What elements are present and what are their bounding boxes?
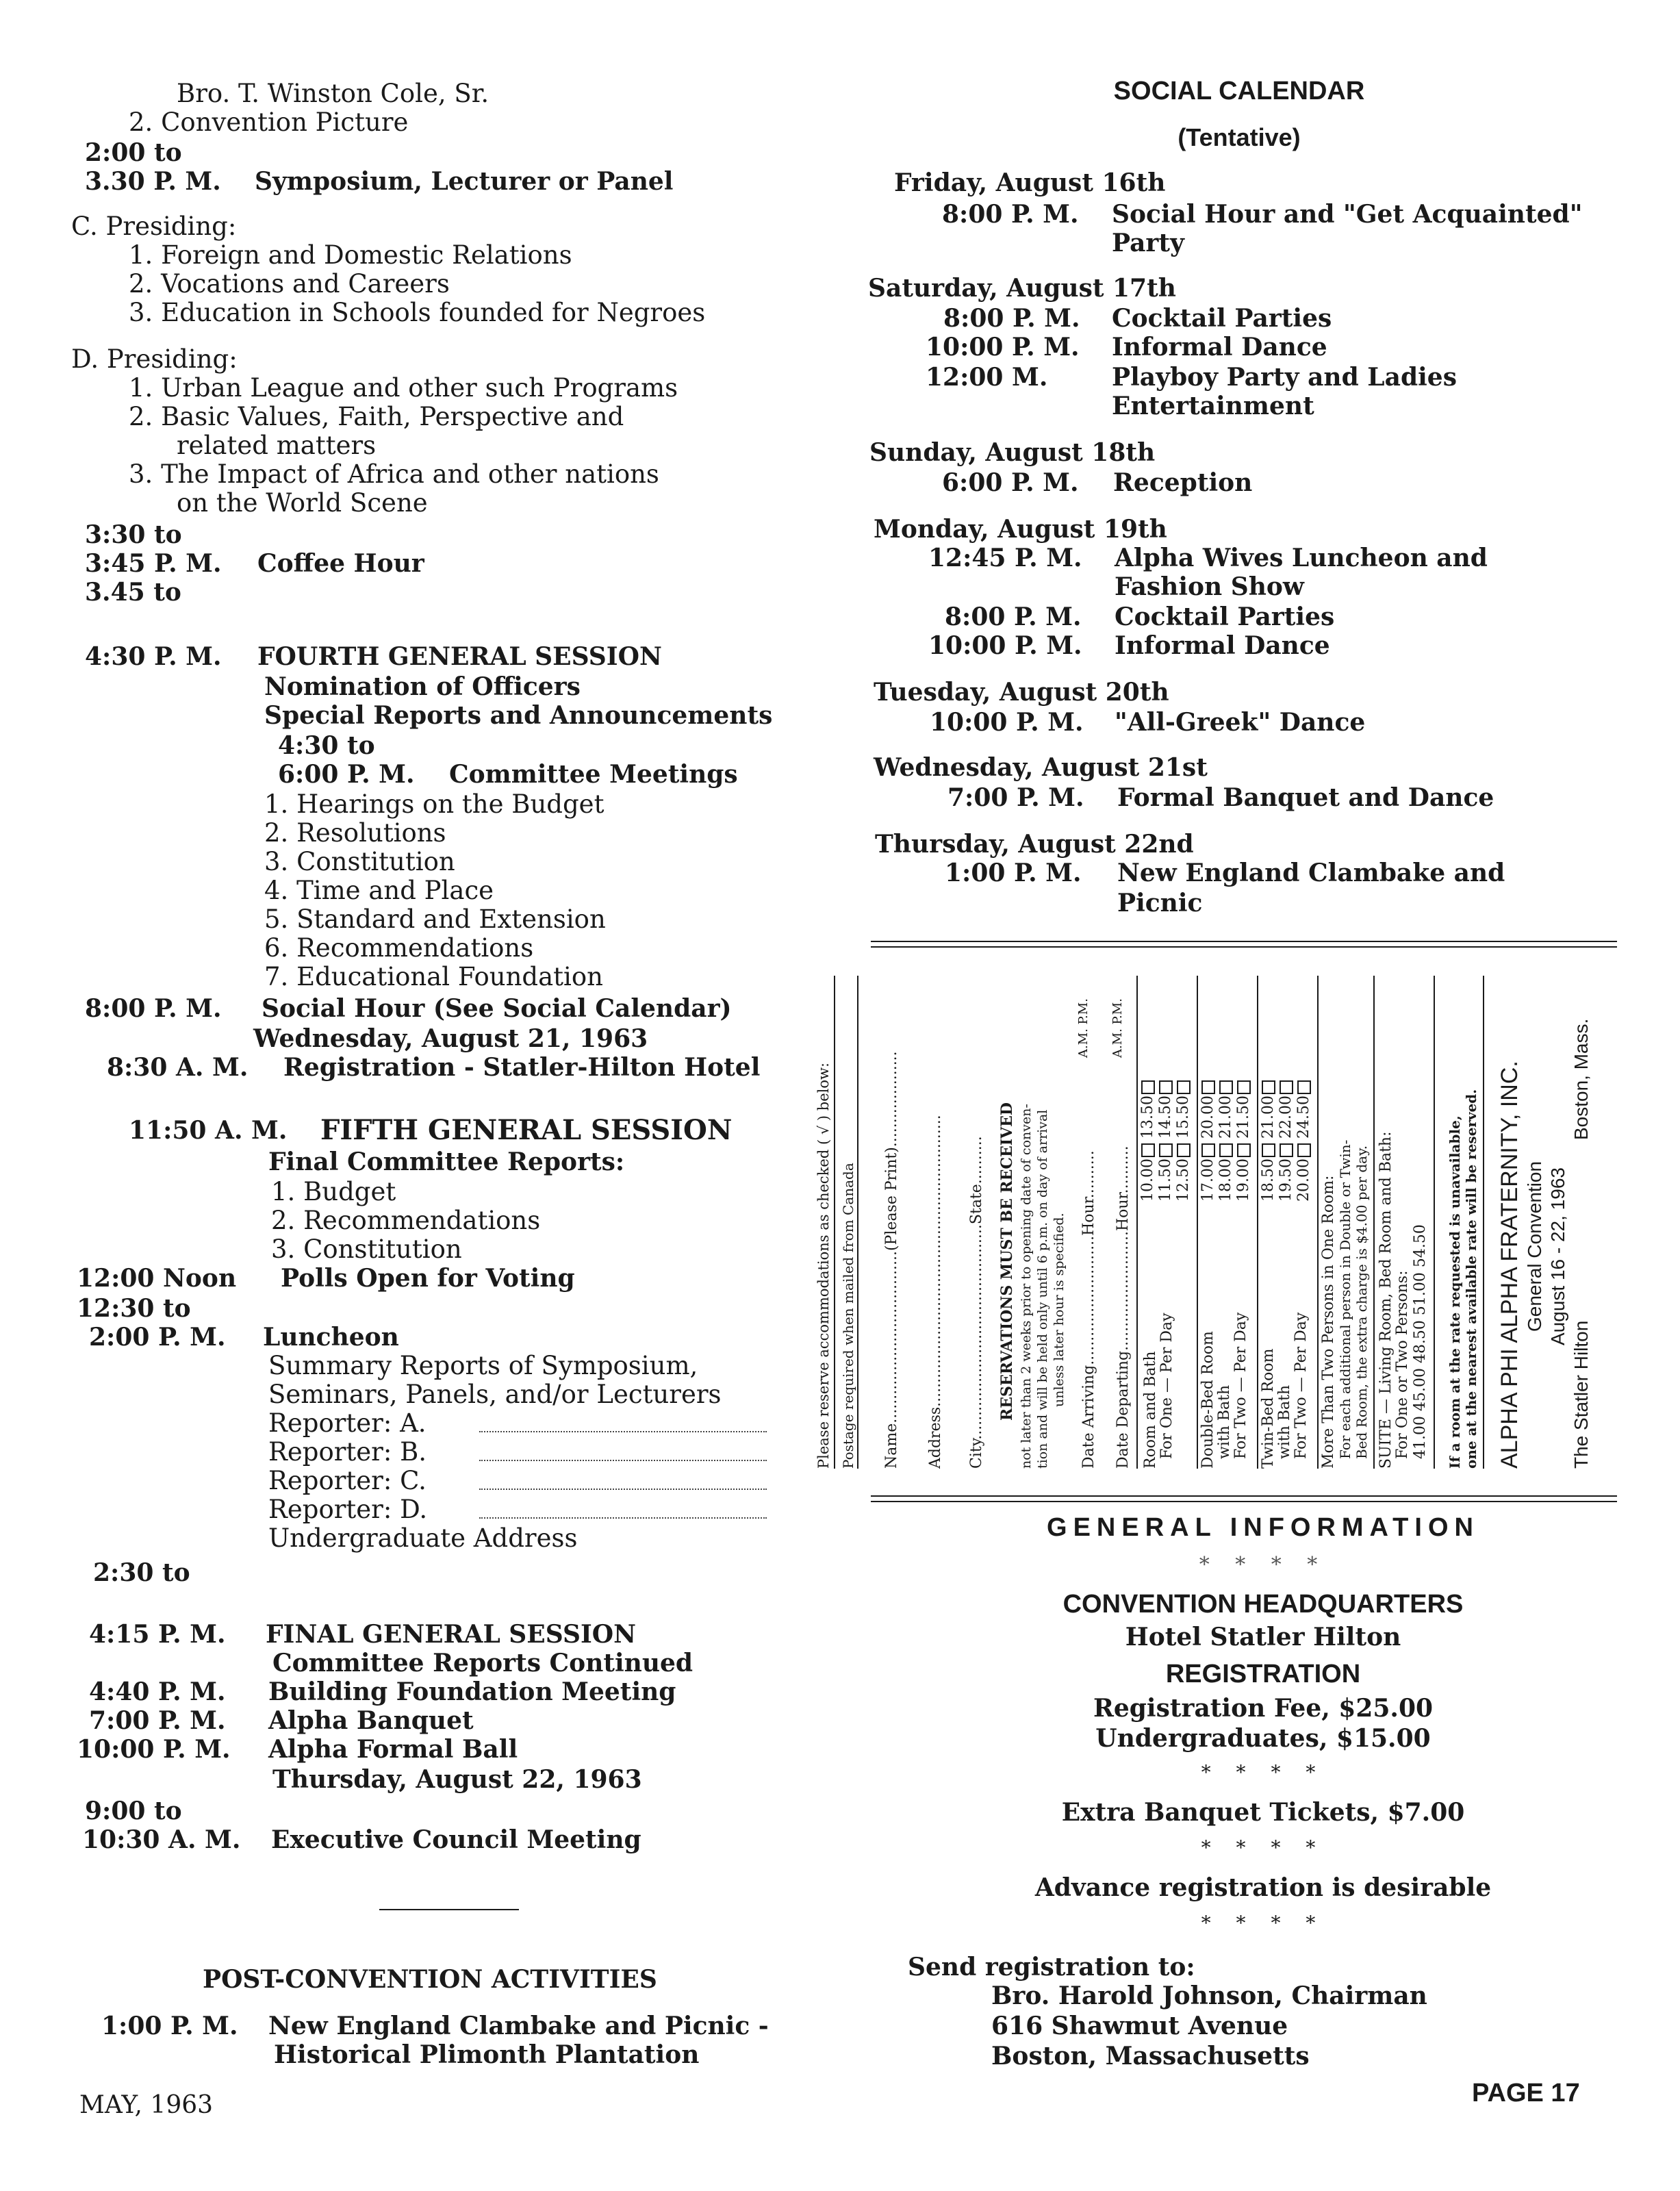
agenda-item: 1. Foreign and Domestic Relations: [129, 240, 572, 270]
reporter-blank: [479, 1489, 767, 1490]
agenda-event: New England Clambake and Picnic -: [268, 2012, 769, 2040]
divider: [871, 941, 1617, 942]
event-text: New England Clambake and: [1117, 859, 1505, 887]
form-note: Bed Room, the extra charge is $4.00 per day.: [1353, 1145, 1370, 1459]
time-label: 2:30 to: [93, 1558, 190, 1587]
registration-title: REGISTRATION: [1165, 1660, 1361, 1688]
form-rule: [1136, 976, 1138, 1469]
agenda-event: Luncheon: [263, 1323, 399, 1352]
form-note: More Than Two Persons in One Room:: [1320, 1175, 1337, 1469]
stars-divider: * * * *: [1199, 1553, 1327, 1577]
room-type: with Bath: [1216, 1384, 1233, 1459]
form-notice: unless later hour is specified.: [1052, 1213, 1067, 1407]
committee-item: 7. Educational Foundation: [264, 962, 603, 991]
event-text: Reception: [1113, 468, 1253, 497]
form-note: one at the nearest available rate will be reserved.: [1463, 1089, 1479, 1469]
convention-label: General Convention: [1524, 1161, 1545, 1332]
agenda-event: Historical Plimonth Plantation: [274, 2040, 700, 2069]
page-footer-date: MAY, 1963: [79, 2091, 214, 2119]
room-type: with Bath: [1276, 1384, 1293, 1459]
section-heading: C. Presiding:: [71, 212, 237, 241]
agenda-item: 3. The Impact of Africa and other nations: [129, 459, 659, 489]
agenda-item: 2. Convention Picture: [129, 107, 409, 137]
time-label: 3:45 P. M.: [85, 549, 222, 578]
agenda-event: Nomination of Officers: [264, 672, 581, 701]
event-time: 1:00 P. M.: [945, 859, 1082, 887]
agenda-event: Coffee Hour: [257, 549, 424, 578]
event-text: Entertainment: [1112, 392, 1314, 420]
reporter-blank: [479, 1517, 767, 1519]
reporter-blank: [479, 1431, 767, 1432]
room-rate-label: For Two — Per Day: [1232, 1312, 1249, 1459]
event-text: Informal Dance: [1115, 631, 1330, 660]
agenda-event: Polls Open for Voting: [281, 1264, 575, 1293]
agenda-item: 2. Recommendations: [271, 1206, 541, 1235]
fraternity-name: ALPHA PHI ALPHA FRATERNITY, INC.: [1497, 1061, 1523, 1469]
form-notice-title: RESERVATIONS MUST BE RECEIVED: [998, 1102, 1016, 1421]
time-label: 2:00 to: [85, 138, 182, 167]
advance-note: Advance registration is desirable: [1034, 1873, 1492, 1902]
undergrad-fee: Undergraduates, $15.00: [1095, 1724, 1431, 1753]
time-label: 3.30 P. M.: [85, 167, 221, 196]
reporter-label: Reporter: D.: [268, 1495, 428, 1524]
divider: [871, 946, 1617, 948]
form-arriving-field[interactable]: Date Arriving...........................Hour..........: [1080, 1150, 1097, 1469]
form-rule: [1257, 976, 1258, 1469]
agenda-event: Registration - Statler-Hilton Hotel: [283, 1053, 761, 1082]
address-line: 616 Shawmut Avenue: [991, 2012, 1288, 2040]
reporter-blank: [479, 1460, 767, 1461]
agenda-item: related matters: [177, 431, 377, 460]
registration-fee: Registration Fee, $25.00: [1093, 1694, 1434, 1723]
agenda-event: Social Hour (See Social Calendar): [262, 994, 732, 1023]
event-time: 10:00 P. M.: [930, 708, 1084, 737]
agenda-item: Undergraduate Address: [268, 1523, 578, 1553]
time-label: 7:00 P. M.: [89, 1706, 226, 1735]
agenda-item: 2. Vocations and Careers: [129, 269, 450, 299]
time-label: 10:30 A. M.: [82, 1825, 241, 1854]
room-type: Double-Bed Room: [1199, 1331, 1217, 1469]
room-price-row[interactable]: 17.00 20.00: [1199, 1080, 1217, 1202]
room-price-row[interactable]: 18.50 21.00: [1260, 1080, 1277, 1202]
form-rule: [1373, 976, 1375, 1469]
calendar-day: Tuesday, August 20th: [874, 678, 1169, 707]
headquarters-hotel: Hotel Statler Hilton: [1125, 1623, 1401, 1651]
form-ampm: A.M. P.M.: [1076, 998, 1091, 1058]
form-rule: [1197, 976, 1198, 1469]
event-time: 8:00 P. M.: [945, 603, 1082, 631]
info-title: GENERAL INFORMATION: [1047, 1513, 1479, 1542]
event-text: Playboy Party and Ladies: [1112, 363, 1457, 392]
event-text: Informal Dance: [1112, 333, 1327, 362]
time-label: 3.45 to: [85, 578, 181, 607]
time-label: 4:30 to: [278, 731, 375, 760]
section-title: POST-CONVENTION ACTIVITIES: [203, 1965, 657, 1994]
form-ampm: A.M. P.M.: [1110, 998, 1125, 1058]
committee-item: 4. Time and Place: [264, 876, 494, 905]
send-to-label: Send registration to:: [908, 1953, 1195, 1981]
form-instruction: Please reserve accommodations as checked ( √ ) below:: [815, 1062, 832, 1469]
room-rate-label: For One — Per Day: [1158, 1313, 1175, 1459]
agenda-event: Committee Reports Continued: [272, 1649, 693, 1677]
room-price-row[interactable]: 11.50 14.50: [1157, 1080, 1175, 1202]
speaker-line: Bro. T. Winston Cole, Sr.: [177, 79, 489, 108]
divider: [871, 1495, 1617, 1497]
reporter-label: Reporter: C.: [268, 1466, 427, 1495]
agenda-event: Alpha Formal Ball: [268, 1735, 518, 1764]
room-type: Room and Bath: [1142, 1351, 1159, 1469]
banquet-tickets: Extra Banquet Tickets, $7.00: [1061, 1798, 1465, 1827]
room-price-row[interactable]: 19.00 21.50: [1235, 1080, 1253, 1202]
reservation-form: [815, 976, 1622, 1469]
session-title: FOURTH GENERAL SESSION: [257, 642, 662, 671]
form-address-field[interactable]: Address.............................................................: [927, 1115, 944, 1469]
form-notice: not later than 2 weeks prior to opening date of conven-: [1019, 1104, 1034, 1469]
calendar-day: Wednesday, August 21st: [874, 753, 1208, 782]
calendar-day: Friday, August 16th: [894, 168, 1166, 197]
time-label: 4:40 P. M.: [89, 1677, 226, 1706]
calendar-day: Thursday, August 22nd: [875, 830, 1194, 859]
headquarters-title: CONVENTION HEADQUARTERS: [1062, 1590, 1464, 1619]
agenda-event: Executive Council Meeting: [271, 1825, 641, 1854]
form-city-field[interactable]: City.............................................State..........: [968, 1136, 985, 1469]
form-rule: [857, 976, 858, 1469]
address-line: Boston, Massachusetts: [991, 2042, 1310, 2070]
event-text: Cocktail Parties: [1112, 304, 1332, 333]
session-title: FINAL GENERAL SESSION: [266, 1620, 637, 1649]
time-label: 2:00 P. M.: [89, 1323, 226, 1352]
room-price-row[interactable]: 20.00 24.50: [1295, 1080, 1313, 1202]
calendar-title: SOCIAL CALENDAR: [1113, 77, 1365, 105]
date-heading: Thursday, August 22, 1963: [272, 1765, 642, 1794]
agenda-item: on the World Scene: [177, 488, 428, 518]
time-label: 9:00 to: [85, 1797, 182, 1825]
event-text: Party: [1112, 229, 1184, 257]
stars-divider: * * * *: [1201, 1912, 1325, 1934]
agenda-event: Final Committee Reports:: [268, 1148, 625, 1176]
page-number: PAGE 17: [1472, 2079, 1580, 2107]
agenda-event: Special Reports and Announcements: [264, 701, 773, 730]
agenda-item: 1. Budget: [271, 1177, 396, 1206]
agenda-item: 3. Constitution: [271, 1234, 462, 1264]
session-title: FIFTH GENERAL SESSION: [320, 1114, 733, 1146]
reporter-label: Reporter: A.: [268, 1408, 427, 1438]
divider: [871, 1501, 1617, 1502]
calendar-subtitle: (Tentative): [1178, 123, 1301, 151]
time-label: 3:30 to: [85, 520, 182, 549]
form-departing-field[interactable]: Date Departing.........................Hour..........: [1115, 1145, 1132, 1469]
room-price-row[interactable]: 12.50 15.50: [1175, 1080, 1193, 1202]
time-label: 12:30 to: [77, 1294, 191, 1323]
convention-dates: August 16 - 22, 1963: [1547, 1167, 1568, 1345]
form-note: If a room at the rate requested is unavailable,: [1447, 1115, 1463, 1469]
committee-item: 1. Hearings on the Budget: [264, 789, 604, 819]
form-rule: [1317, 976, 1319, 1469]
agenda-item: 3. Education in Schools founded for Negroes: [129, 298, 706, 327]
time-label: 8:30 A. M.: [107, 1053, 249, 1082]
event-time: 6:00 P. M.: [942, 468, 1079, 497]
time-label: 10:00 P. M.: [77, 1735, 231, 1764]
agenda-item: 1. Urban League and other such Programs: [129, 373, 678, 403]
section-heading: D. Presiding:: [71, 344, 238, 374]
event-time: 8:00 P. M.: [943, 304, 1080, 333]
event-text: Formal Banquet and Dance: [1117, 783, 1494, 812]
agenda-event: Building Foundation Meeting: [268, 1677, 676, 1706]
address-line: Bro. Harold Johnson, Chairman: [991, 1981, 1427, 2010]
room-price-row[interactable]: 19.50 22.00: [1277, 1080, 1295, 1202]
stars-divider: * * * *: [1201, 1836, 1325, 1859]
committee-item: 3. Constitution: [264, 847, 455, 876]
reporter-label: Reporter: B.: [268, 1437, 427, 1467]
date-heading: Wednesday, August 21, 1963: [253, 1024, 648, 1053]
agenda-event: Alpha Banquet: [268, 1706, 474, 1735]
event-time: 10:00 P. M.: [926, 333, 1080, 362]
form-note: For each additional person in Double or Twin-: [1337, 1139, 1353, 1459]
committee-item: 5. Standard and Extension: [264, 904, 606, 934]
time-label: 4:30 P. M.: [85, 642, 222, 671]
agenda-item: Seminars, Panels, and/or Lecturers: [268, 1380, 722, 1409]
time-label: 8:00 P. M.: [85, 994, 222, 1023]
calendar-day: Saturday, August 17th: [868, 274, 1176, 303]
committee-item: 6. Recommendations: [264, 933, 534, 963]
calendar-day: Sunday, August 18th: [869, 438, 1156, 467]
event-time: 8:00 P. M.: [942, 200, 1079, 229]
event-text: Fashion Show: [1115, 572, 1304, 601]
event-time: 7:00 P. M.: [947, 783, 1084, 812]
stars-divider: * * * *: [1201, 1761, 1325, 1784]
form-suite: For One or Two Persons:: [1394, 1270, 1411, 1459]
room-price-row[interactable]: 18.00 21.00: [1217, 1080, 1235, 1202]
event-text: Picnic: [1117, 889, 1203, 917]
agenda-item: 2. Basic Values, Faith, Perspective and: [129, 402, 624, 431]
event-text: Social Hour and "Get Acquainted": [1112, 200, 1583, 229]
time-label: 11:50 A. M.: [129, 1116, 288, 1145]
form-name-field[interactable]: Name....................................(Please Print)....................: [883, 1051, 900, 1469]
form-notice: tion and will be held only until 6 p.m. on day of arrival: [1035, 1109, 1050, 1469]
room-rate-label: For Two — Per Day: [1293, 1312, 1310, 1459]
form-suite: SUITE — Living Room, Bed Room and Bath:: [1377, 1131, 1395, 1469]
agenda-event: Symposium, Lecturer or Panel: [255, 167, 674, 196]
divider: [379, 1909, 519, 1910]
time-label: 4:15 P. M.: [89, 1620, 226, 1649]
suite-prices[interactable]: 41.00 45.00 48.50 51.00 54.50: [1412, 1224, 1429, 1459]
event-text: Cocktail Parties: [1115, 603, 1335, 631]
time-label: 12:00 Noon: [77, 1264, 237, 1293]
time-label: 1:00 P. M.: [101, 2012, 238, 2040]
convention-hotel: The Statler Hilton: [1570, 1320, 1592, 1469]
event-time: 10:00 P. M.: [928, 631, 1082, 660]
convention-city: Boston, Mass.: [1570, 1018, 1592, 1140]
committee-item: 2. Resolutions: [264, 818, 446, 848]
agenda-item: Summary Reports of Symposium,: [268, 1351, 698, 1380]
time-label: 6:00 P. M.: [278, 760, 415, 789]
room-type: Twin-Bed Room: [1260, 1348, 1277, 1469]
calendar-day: Monday, August 19th: [874, 515, 1167, 544]
event-text: Alpha Wives Luncheon and: [1115, 544, 1488, 572]
room-price-row[interactable]: 10.00 13.50: [1139, 1080, 1157, 1202]
event-time: 12:00 M.: [926, 363, 1048, 392]
form-rule: [834, 976, 835, 1469]
form-rule: [1483, 976, 1484, 1469]
event-text: "All-Greek" Dance: [1115, 708, 1366, 737]
agenda-event: Committee Meetings: [449, 760, 738, 789]
form-note: Postage required when mailed from Canada: [840, 1163, 856, 1469]
event-time: 12:45 P. M.: [928, 544, 1082, 572]
form-rule: [1434, 976, 1435, 1469]
